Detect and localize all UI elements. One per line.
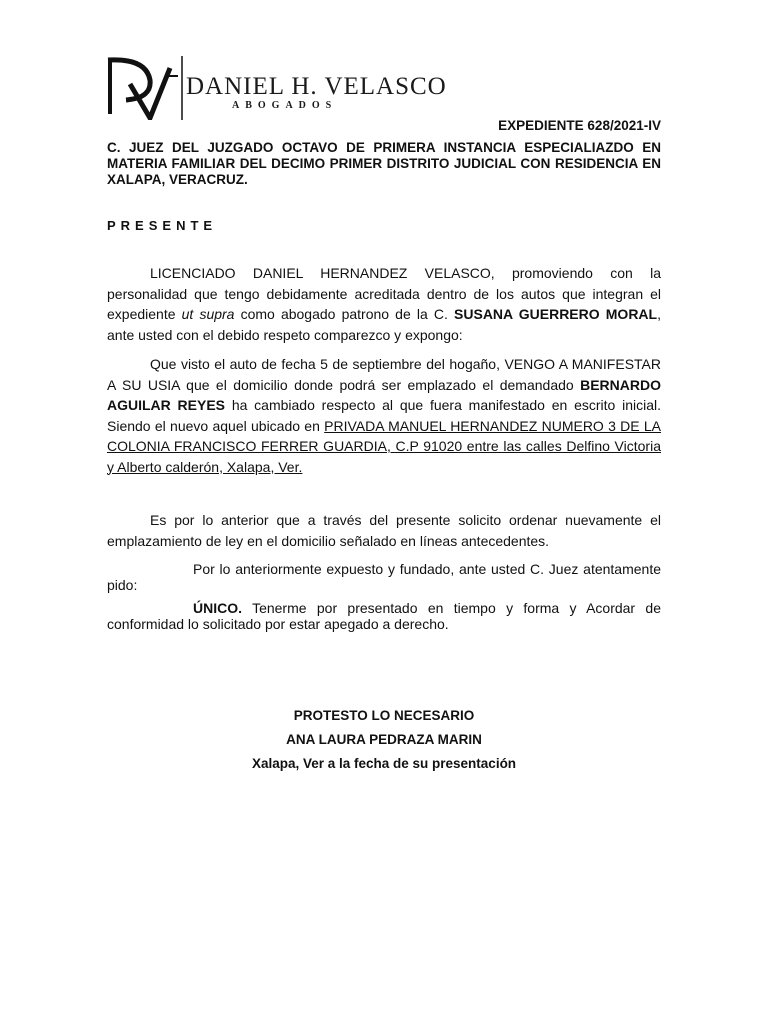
p2-address: PRIVADA MANUEL HERNANDEZ NUMERO 3 DE LA COLONIA FRANCISCO FERRER GUARDIA, C.P 91020 entre las calles Delfino Victoria y Alberto calderón, Xalapa, Ver. <box>107 417 662 475</box>
firm-subtitle: ABOGADOS <box>232 100 338 111</box>
letterhead-logo <box>106 54 447 124</box>
case-number: EXPEDIENTE 628/2021-IV <box>498 118 661 133</box>
p5-text: Tenerme por presentado en tiempo y forma y Acordar de conformidad lo solicitado por estar apegado a derecho. <box>107 600 661 632</box>
salutation: PRESENTE <box>107 218 218 233</box>
closing-signatory: ANA LAURA PEDRAZA MARIN <box>286 732 482 747</box>
paragraph-1 <box>107 263 661 345</box>
addressee: C. JUEZ DEL JUZGADO OCTAVO DE PRIMERA INSTANCIA ESPECIALIAZDO EN MATERIA FAMILIAR DEL DECIMO PRIMER DISTRITO JUDICIAL CON RESIDENCIA EN XALAPA, VERACRUZ. <box>107 140 661 187</box>
closing-place-date: Xalapa, Ver a la fecha de su presentación <box>251 756 517 771</box>
p1-client-name: SUSANA GUERRERO MORAL <box>454 306 658 322</box>
p1-text-b: como abogado patrono de la C. <box>234 306 455 322</box>
monogram-logo-icon <box>106 54 186 120</box>
paragraph-3 <box>107 510 661 551</box>
firm-name: DANIEL H. VELASCO <box>186 73 447 100</box>
p3-text: Es por lo anterior que a través del presente solicito ordenar nuevamente el emplazamiento de ley en el domicilio señalado en líneas antecedentes. <box>107 512 661 549</box>
p5-label: ÚNICO. <box>193 600 242 616</box>
paragraph-4 <box>107 561 661 593</box>
closing-protesto: PROTESTO LO NECESARIO <box>293 708 475 723</box>
p2-text-a: Que visto el auto de fecha 5 de septiembre del hogaño, VENGO A MANIFESTAR A SU USIA que el domicilio donde podrá ser emplazado el demandado <box>107 356 661 393</box>
p2-text-b: ha cambiado respecto al que fuera manifestado en escrito inicial. Siendo el nuevo aquel ubicado en <box>107 397 662 434</box>
paragraph-2 <box>107 354 661 477</box>
p1-text-a: LICENCIADO DANIEL HERNANDEZ VELASCO, promoviendo con la personalidad que tengo debidamente acreditada dentro de los autos que integran el expediente <box>107 265 661 322</box>
paragraph-5 <box>107 600 661 632</box>
p1-text-c: , ante usted con el debido respeto comparezco y expongo: <box>107 306 661 343</box>
p4-text: Por lo anteriormente expuesto y fundado, ante usted C. Juez atentamente pido: <box>107 561 661 593</box>
p2-defendant-name: BERNARDO AGUILAR REYES <box>107 376 661 413</box>
p1-italic: ut supra <box>181 306 235 322</box>
